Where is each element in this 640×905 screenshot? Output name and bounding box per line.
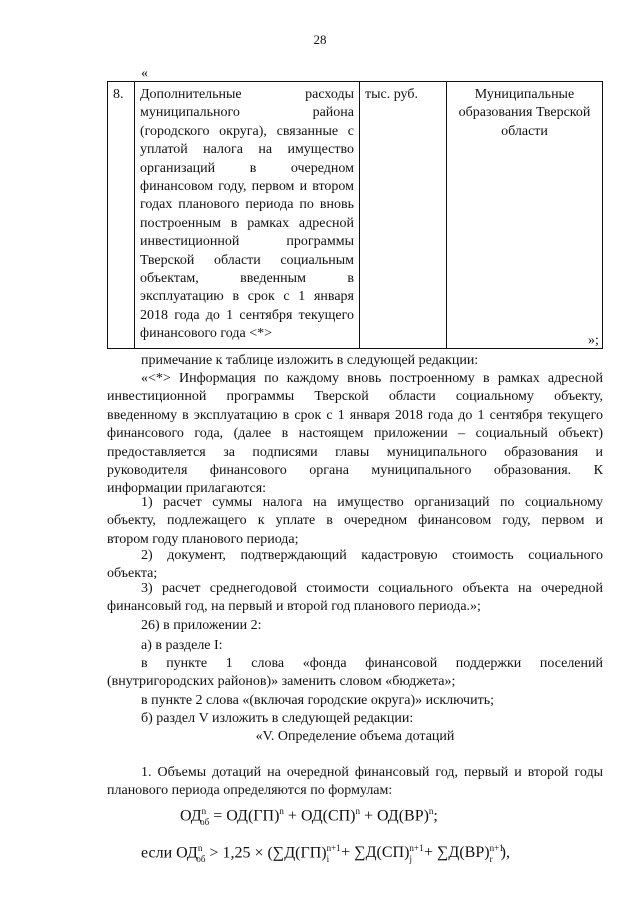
- formula-term: + ОД(СП): [287, 807, 356, 825]
- closing-quote: »;: [588, 333, 599, 348]
- formula-subscript: об: [196, 853, 206, 864]
- description-line: эксплуатацию в срок с 1 января: [140, 289, 354, 305]
- note-line: введенному в эксплуатацию в срок с 1 января 2018 года до 1 сентября текущего: [107, 407, 603, 423]
- note-line: предоставляется за подписями главы муниципального образования и: [107, 444, 603, 460]
- clause-1-line: планового периода определяются по формулам:: [107, 783, 393, 799]
- formula-superscript: n+1: [489, 843, 504, 853]
- row-payer: Муниципальные образования Тверской области: [447, 82, 603, 349]
- list-item-line: финансовый год, на первый и второй год планового периода.»;: [107, 599, 481, 615]
- formula-superscript: n: [428, 806, 434, 816]
- description-line: Тверской области социальным: [140, 252, 354, 268]
- clause-1: [107, 764, 603, 801]
- description-line: объектам, введенным в: [140, 271, 354, 287]
- note-line: руководителя финансового органа муниципального образования. К: [107, 463, 603, 479]
- formula-term: если ОД: [141, 844, 198, 862]
- description-line: годах планового периода по вновь: [140, 197, 354, 213]
- formula-superscript: n+1: [409, 843, 424, 853]
- section-title: «V. Определение объема дотаций: [255, 729, 455, 744]
- note-paragraph: [107, 370, 603, 499]
- formula-term: + ∑Д(СП): [341, 844, 410, 862]
- item-26: 26) в приложении 2:: [141, 618, 262, 633]
- list-item-line: объекта;: [107, 566, 158, 582]
- point-1-line: в пункте 1 слова «фонда финансовой поддержки поселений: [141, 656, 603, 671]
- formula-term: = ОД(ГП): [213, 807, 280, 825]
- row-description: [135, 82, 360, 349]
- list-item-line: объекту, подлежащего к уплате в очередном финансовом году, первом и: [107, 513, 603, 529]
- formula-subscript: i: [326, 853, 330, 864]
- formula-term: ОД: [180, 807, 202, 825]
- section-b: б) раздел V изложить в следующей редакции:: [141, 711, 414, 726]
- expenses-table: [107, 81, 603, 349]
- note-line: «<*> Информация по каждому вновь построенному в рамках адресной: [141, 371, 603, 386]
- description-line: муниципального района: [140, 105, 354, 121]
- list-item-line: 2) документ, подтверждающий кадастровую стоимость социального: [141, 548, 603, 563]
- note-line: финансового года, (далее в настоящем приложении – социальный объект): [107, 426, 603, 442]
- list-item: [107, 494, 603, 549]
- formula-subscript: j: [409, 853, 412, 864]
- description-line: (городского округа), связанные с: [140, 123, 354, 139]
- formula-term: + ∑Д(ВР): [424, 844, 490, 862]
- row-number: 8.: [108, 82, 135, 349]
- page-number: 28: [313, 32, 327, 47]
- clause-1-line: 1. Объемы дотаций на очередной финансовый год, первый и второй годы: [141, 765, 603, 780]
- formula-superscript: n: [355, 806, 360, 816]
- description-line: 2018 года до 1 сентября текущего: [140, 307, 354, 323]
- description-line: уплатой налога на имущество: [140, 142, 354, 158]
- description-line: финансового года <*>: [140, 326, 273, 342]
- description-line: финансовом году, первом и втором: [140, 179, 354, 195]
- formula-superscript: n: [279, 806, 284, 816]
- formula-term: ;: [433, 807, 438, 825]
- list-item: [107, 580, 603, 617]
- formula-term: ),: [500, 844, 510, 862]
- list-item-line: втором году планового периода;: [107, 531, 299, 547]
- list-item-line: 1) расчет суммы налога на имущество организаций по социальному: [141, 495, 603, 510]
- formula-superscript: n: [201, 806, 207, 816]
- formula-superscript: n+1: [326, 843, 341, 853]
- description-line: Дополнительные расходы: [140, 87, 354, 102]
- list-item-line: 3) расчет среднегодовой стоимости социального объекта на очередной: [141, 581, 603, 596]
- table-row: [108, 82, 603, 349]
- formula-subscript: r: [489, 853, 493, 864]
- formula-term: + ОД(ВР): [364, 807, 429, 825]
- note-line: информации прилагаются:: [107, 481, 267, 497]
- note-intro: примечание к таблице изложить в следующей редакции:: [141, 353, 479, 368]
- description-line: инвестиционной программы: [140, 234, 354, 250]
- formula-condition: [141, 843, 510, 864]
- formula-subscript: об: [200, 816, 210, 827]
- opening-quote: «: [141, 66, 148, 81]
- note-line: инвестиционной программы Тверской области социальному объекту,: [107, 389, 603, 405]
- section-a: а) в разделе I:: [141, 638, 223, 653]
- formula-term: > 1,25 × (∑Д(ГП): [209, 844, 327, 862]
- list-item: [107, 547, 603, 584]
- description-line: организаций в очередном: [140, 160, 354, 176]
- point-1: [107, 655, 603, 692]
- row-unit: тыс. руб.: [360, 82, 447, 349]
- point-1-line: (внутригородских районов)» заменить словом «бюджета»;: [107, 674, 456, 690]
- description-line: построенным в рамках адресной: [140, 215, 354, 231]
- point-2: в пункте 2 слова «(включая городские округа)» исключить;: [141, 693, 494, 708]
- formula-superscript: n: [197, 843, 203, 853]
- formula-total-subsidy: [180, 806, 438, 827]
